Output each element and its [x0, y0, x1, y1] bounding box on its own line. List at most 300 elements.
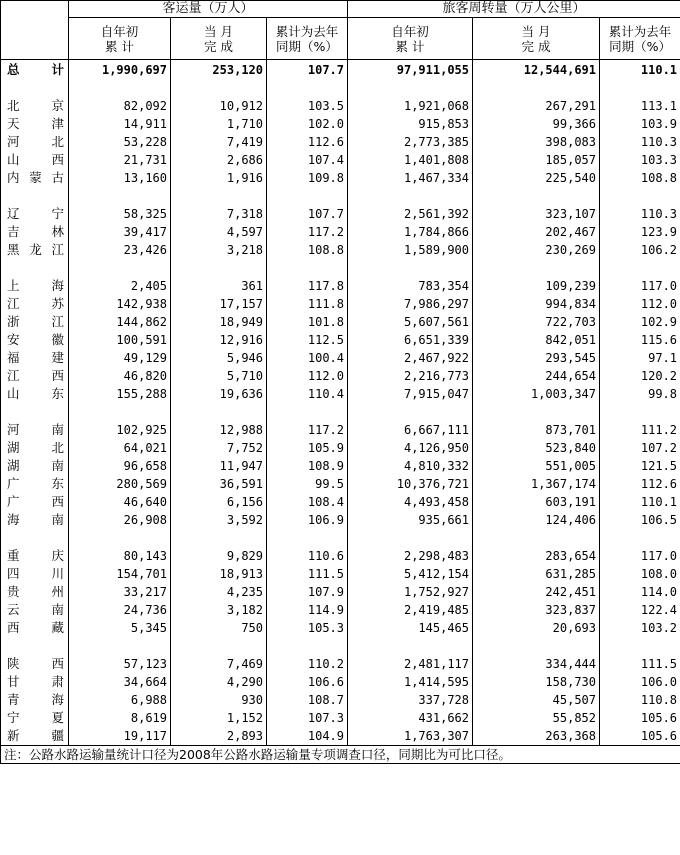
table-cell: 117.2 — [267, 223, 348, 241]
table-cell: 3,592 — [171, 511, 267, 529]
table-cell: 4,493,458 — [348, 493, 473, 511]
table-cell: 145,465 — [348, 619, 473, 637]
table-cell: 80,143 — [69, 547, 171, 565]
spacer-cell — [171, 187, 267, 205]
table-cell: 431,662 — [348, 709, 473, 727]
table-cell: 117.8 — [267, 277, 348, 295]
table-cell: 64,021 — [69, 439, 171, 457]
col-header-ytd: 自年初 累 计 — [348, 18, 473, 60]
table-cell: 4,126,950 — [348, 439, 473, 457]
table-cell: 111.5 — [267, 565, 348, 583]
footnote: 注：公路水路运输量统计口径为2008年公路水路运输量专项调查口径，同期比为可比口径。 — [1, 746, 680, 764]
table-cell: 100.4 — [267, 349, 348, 367]
table-cell: 230,269 — [473, 241, 600, 259]
table-row — [1, 691, 680, 709]
table-cell: 24,736 — [69, 601, 171, 619]
table-cell: 124,406 — [473, 511, 600, 529]
province-name: 湖南 — [7, 458, 64, 473]
table-cell: 1,467,334 — [348, 169, 473, 187]
table-cell: 114.0 — [600, 583, 680, 601]
table-cell: 158,730 — [473, 673, 600, 691]
table-cell: 33,217 — [69, 583, 171, 601]
table-cell: 283,654 — [473, 547, 600, 565]
table-cell: 21,731 — [69, 151, 171, 169]
table-cell: 17,157 — [171, 295, 267, 313]
table-cell: 97.1 — [600, 349, 680, 367]
spacer-cell — [600, 187, 680, 205]
passenger-volume-group-header: 客运量（万人） — [69, 1, 348, 18]
province-name: 青海 — [7, 692, 64, 707]
row-label-header — [1, 1, 69, 60]
province-name: 江西 — [7, 368, 64, 383]
province-name: 黑龙江 — [7, 242, 64, 257]
province-name: 广东 — [7, 476, 64, 491]
table-cell: 99.5 — [267, 475, 348, 493]
table-cell: 46,640 — [69, 493, 171, 511]
table-cell: 112.0 — [267, 367, 348, 385]
table-cell: 18,913 — [171, 565, 267, 583]
table-row — [1, 313, 680, 331]
table-cell: 105.3 — [267, 619, 348, 637]
table-cell: 7,986,297 — [348, 295, 473, 313]
table-cell: 103.9 — [600, 115, 680, 133]
table-cell: 107.4 — [267, 151, 348, 169]
spacer-cell — [1, 79, 69, 97]
table-cell: 783,354 — [348, 277, 473, 295]
table-cell: 53,228 — [69, 133, 171, 151]
spacer-cell — [1, 403, 69, 421]
table-cell: 7,318 — [171, 205, 267, 223]
table-cell: 13,160 — [69, 169, 171, 187]
spacer-cell — [600, 637, 680, 655]
spacer-cell — [69, 637, 171, 655]
total-cell: 12,544,691 — [473, 60, 600, 80]
table-row — [1, 331, 680, 349]
table-row — [1, 619, 680, 637]
table-cell: 2,686 — [171, 151, 267, 169]
province-name: 重庆 — [7, 548, 64, 563]
province-name: 山东 — [7, 386, 64, 401]
spacer-row — [1, 187, 680, 205]
table-row — [1, 115, 680, 133]
table-cell: 6,667,111 — [348, 421, 473, 439]
total-row — [1, 60, 680, 80]
col-header-month: 当 月 完 成 — [473, 18, 600, 60]
table-cell: 337,728 — [348, 691, 473, 709]
table-cell: 36,591 — [171, 475, 267, 493]
table-cell: 1,003,347 — [473, 385, 600, 403]
table-cell: 7,419 — [171, 133, 267, 151]
table-cell: 10,376,721 — [348, 475, 473, 493]
total-label: 总 计 — [1, 60, 69, 80]
table-cell: 111.5 — [600, 655, 680, 673]
table-cell: 3,182 — [171, 601, 267, 619]
table-cell: 26,908 — [69, 511, 171, 529]
table-cell: 108.7 — [267, 691, 348, 709]
table-cell: 334,444 — [473, 655, 600, 673]
table-cell: 112.6 — [267, 133, 348, 151]
spacer-cell — [267, 529, 348, 547]
table-cell: 117.0 — [600, 547, 680, 565]
total-cell: 110.1 — [600, 60, 680, 80]
table-cell: 117.2 — [267, 421, 348, 439]
table-row — [1, 385, 680, 403]
table-row — [1, 673, 680, 691]
table-row — [1, 421, 680, 439]
province-name: 湖北 — [7, 440, 64, 455]
spacer-row — [1, 529, 680, 547]
total-cell: 107.7 — [267, 60, 348, 80]
table-cell: 110.1 — [600, 493, 680, 511]
table-cell: 361 — [171, 277, 267, 295]
table-row — [1, 367, 680, 385]
table-row — [1, 349, 680, 367]
province-name: 甘肃 — [7, 674, 64, 689]
table-row — [1, 223, 680, 241]
table-cell: 6,651,339 — [348, 331, 473, 349]
table-cell: 842,051 — [473, 331, 600, 349]
table-cell: 121.5 — [600, 457, 680, 475]
table-cell: 103.3 — [600, 151, 680, 169]
table-cell: 2,773,385 — [348, 133, 473, 151]
table-cell: 102.9 — [600, 313, 680, 331]
table-cell: 398,083 — [473, 133, 600, 151]
spacer-cell — [1, 187, 69, 205]
table-cell: 154,701 — [69, 565, 171, 583]
spacer-cell — [473, 187, 600, 205]
table-cell: 103.5 — [267, 97, 348, 115]
table-cell: 4,810,332 — [348, 457, 473, 475]
province-name: 河南 — [7, 422, 64, 437]
table-cell: 108.8 — [267, 241, 348, 259]
table-cell: 99,366 — [473, 115, 600, 133]
table-cell: 225,540 — [473, 169, 600, 187]
table-row — [1, 277, 680, 295]
table-cell: 100,591 — [69, 331, 171, 349]
table-cell: 323,837 — [473, 601, 600, 619]
province-name: 福建 — [7, 350, 64, 365]
total-cell: 253,120 — [171, 60, 267, 80]
table-cell: 4,290 — [171, 673, 267, 691]
spacer-cell — [171, 79, 267, 97]
table-cell: 107.3 — [267, 709, 348, 727]
table-cell: 102,925 — [69, 421, 171, 439]
table-cell: 3,218 — [171, 241, 267, 259]
spacer-cell — [171, 637, 267, 655]
table-cell: 202,467 — [473, 223, 600, 241]
province-name: 内蒙古 — [7, 170, 64, 185]
table-cell: 603,191 — [473, 493, 600, 511]
table-cell: 105.6 — [600, 709, 680, 727]
table-cell: 873,701 — [473, 421, 600, 439]
spacer-cell — [267, 187, 348, 205]
table-cell: 523,840 — [473, 439, 600, 457]
table-cell: 101.8 — [267, 313, 348, 331]
passenger-turnover-group-header: 旅客周转量（万人公里） — [348, 1, 680, 18]
table-cell: 1,784,866 — [348, 223, 473, 241]
table-cell: 46,820 — [69, 367, 171, 385]
table-cell: 1,752,927 — [348, 583, 473, 601]
table-row — [1, 241, 680, 259]
table-cell: 123.9 — [600, 223, 680, 241]
total-cell: 1,990,697 — [69, 60, 171, 80]
spacer-cell — [348, 259, 473, 277]
table-cell: 5,946 — [171, 349, 267, 367]
table-cell: 18,949 — [171, 313, 267, 331]
table-cell: 631,285 — [473, 565, 600, 583]
spacer-cell — [267, 637, 348, 655]
table-row — [1, 151, 680, 169]
table-cell: 7,752 — [171, 439, 267, 457]
province-name: 河北 — [7, 134, 64, 149]
table-cell: 117.0 — [600, 277, 680, 295]
table-cell: 2,467,922 — [348, 349, 473, 367]
table-cell: 109.8 — [267, 169, 348, 187]
table-cell: 23,426 — [69, 241, 171, 259]
col-header-month: 当 月 完 成 — [171, 18, 267, 60]
table-cell: 107.2 — [600, 439, 680, 457]
spacer-cell — [600, 79, 680, 97]
spacer-cell — [69, 79, 171, 97]
col-header-pct: 累计为去年 同期（%） — [267, 18, 348, 60]
table-cell: 4,597 — [171, 223, 267, 241]
table-cell: 4,235 — [171, 583, 267, 601]
table-cell: 185,057 — [473, 151, 600, 169]
spacer-cell — [69, 529, 171, 547]
table-cell: 57,123 — [69, 655, 171, 673]
table-row — [1, 493, 680, 511]
spacer-cell — [473, 79, 600, 97]
table-cell: 1,589,900 — [348, 241, 473, 259]
table-cell: 110.3 — [600, 133, 680, 151]
spacer-cell — [267, 79, 348, 97]
table-row — [1, 709, 680, 727]
spacer-cell — [1, 529, 69, 547]
table-row — [1, 511, 680, 529]
table-row — [1, 547, 680, 565]
table-cell: 114.9 — [267, 601, 348, 619]
table-cell: 1,401,808 — [348, 151, 473, 169]
table-cell: 5,345 — [69, 619, 171, 637]
table-cell: 99.8 — [600, 385, 680, 403]
table-cell: 113.1 — [600, 97, 680, 115]
table-cell: 2,893 — [171, 727, 267, 746]
table-cell: 122.4 — [600, 601, 680, 619]
spacer-cell — [600, 529, 680, 547]
table-row — [1, 601, 680, 619]
table-row — [1, 475, 680, 493]
table-cell: 2,298,483 — [348, 547, 473, 565]
table-cell: 7,915,047 — [348, 385, 473, 403]
table-cell: 19,636 — [171, 385, 267, 403]
table-cell: 107.9 — [267, 583, 348, 601]
table-cell: 102.0 — [267, 115, 348, 133]
table-cell: 2,419,485 — [348, 601, 473, 619]
table-cell: 110.6 — [267, 547, 348, 565]
province-name: 云南 — [7, 602, 64, 617]
table-cell: 105.6 — [600, 727, 680, 746]
table-cell: 106.0 — [600, 673, 680, 691]
table-cell: 103.2 — [600, 619, 680, 637]
province-name: 海南 — [7, 512, 64, 527]
table-cell: 12,988 — [171, 421, 267, 439]
table-cell: 96,658 — [69, 457, 171, 475]
table-cell: 106.9 — [267, 511, 348, 529]
table-cell: 9,829 — [171, 547, 267, 565]
table-cell: 293,545 — [473, 349, 600, 367]
table-cell: 49,129 — [69, 349, 171, 367]
table-cell: 19,117 — [69, 727, 171, 746]
table-row — [1, 457, 680, 475]
province-name: 安徽 — [7, 332, 64, 347]
spacer-cell — [600, 403, 680, 421]
table-cell: 108.0 — [600, 565, 680, 583]
table-cell: 7,469 — [171, 655, 267, 673]
table-cell: 935,661 — [348, 511, 473, 529]
table-cell: 110.2 — [267, 655, 348, 673]
table-cell: 110.4 — [267, 385, 348, 403]
table-cell: 11,947 — [171, 457, 267, 475]
table-cell: 242,451 — [473, 583, 600, 601]
spacer-cell — [473, 637, 600, 655]
table-cell: 323,107 — [473, 205, 600, 223]
table-row — [1, 97, 680, 115]
table-cell: 6,988 — [69, 691, 171, 709]
spacer-row — [1, 637, 680, 655]
province-name: 四川 — [7, 566, 64, 581]
spacer-cell — [1, 259, 69, 277]
province-name: 西藏 — [7, 620, 64, 635]
table-cell: 5,412,154 — [348, 565, 473, 583]
table-cell: 280,569 — [69, 475, 171, 493]
table-cell: 112.6 — [600, 475, 680, 493]
table-cell: 1,367,174 — [473, 475, 600, 493]
province-name: 山西 — [7, 152, 64, 167]
table-row — [1, 169, 680, 187]
table-cell: 110.3 — [600, 205, 680, 223]
table-row — [1, 565, 680, 583]
table-cell: 244,654 — [473, 367, 600, 385]
spacer-cell — [69, 403, 171, 421]
table-row — [1, 133, 680, 151]
table-cell: 108.4 — [267, 493, 348, 511]
province-name: 浙江 — [7, 314, 64, 329]
table-cell: 1,152 — [171, 709, 267, 727]
table-cell: 112.0 — [600, 295, 680, 313]
table-cell: 58,325 — [69, 205, 171, 223]
col-header-ytd: 自年初 累 计 — [69, 18, 171, 60]
table-cell: 2,405 — [69, 277, 171, 295]
table-cell: 267,291 — [473, 97, 600, 115]
spacer-cell — [348, 79, 473, 97]
table-cell: 142,938 — [69, 295, 171, 313]
province-name: 上海 — [7, 278, 64, 293]
table-row — [1, 655, 680, 673]
table-cell: 1,414,595 — [348, 673, 473, 691]
spacer-cell — [171, 529, 267, 547]
table-row — [1, 205, 680, 223]
spacer-cell — [267, 259, 348, 277]
table-cell: 55,852 — [473, 709, 600, 727]
spacer-cell — [171, 403, 267, 421]
table-cell: 82,092 — [69, 97, 171, 115]
table-cell: 108.9 — [267, 457, 348, 475]
table-row — [1, 295, 680, 313]
table-cell: 930 — [171, 691, 267, 709]
table-cell: 104.9 — [267, 727, 348, 746]
table-cell: 10,912 — [171, 97, 267, 115]
spacer-row — [1, 259, 680, 277]
province-name: 北京 — [7, 98, 64, 113]
spacer-cell — [473, 403, 600, 421]
table-cell: 105.9 — [267, 439, 348, 457]
table-cell: 108.8 — [600, 169, 680, 187]
table-cell: 106.6 — [267, 673, 348, 691]
table-cell: 111.2 — [600, 421, 680, 439]
spacer-cell — [69, 259, 171, 277]
table-cell: 111.8 — [267, 295, 348, 313]
total-cell: 97,911,055 — [348, 60, 473, 80]
table-cell: 5,710 — [171, 367, 267, 385]
province-name: 广西 — [7, 494, 64, 509]
table-cell: 120.2 — [600, 367, 680, 385]
table-cell: 112.5 — [267, 331, 348, 349]
table-cell: 750 — [171, 619, 267, 637]
province-name: 陕西 — [7, 656, 64, 671]
province-name: 宁夏 — [7, 710, 64, 725]
table-cell: 8,619 — [69, 709, 171, 727]
table-cell: 2,481,117 — [348, 655, 473, 673]
table-cell: 107.7 — [267, 205, 348, 223]
province-name: 江苏 — [7, 296, 64, 311]
table-cell: 994,834 — [473, 295, 600, 313]
table-cell: 2,561,392 — [348, 205, 473, 223]
spacer-cell — [267, 403, 348, 421]
table-cell: 2,216,773 — [348, 367, 473, 385]
spacer-cell — [600, 259, 680, 277]
table-cell: 155,288 — [69, 385, 171, 403]
table-cell: 144,862 — [69, 313, 171, 331]
table-cell: 1,916 — [171, 169, 267, 187]
table-cell: 551,005 — [473, 457, 600, 475]
table-cell: 109,239 — [473, 277, 600, 295]
spacer-cell — [348, 637, 473, 655]
table-row — [1, 727, 680, 746]
province-name: 贵州 — [7, 584, 64, 599]
spacer-cell — [348, 403, 473, 421]
spacer-cell — [348, 529, 473, 547]
table-cell: 45,507 — [473, 691, 600, 709]
spacer-cell — [348, 187, 473, 205]
table-cell: 20,693 — [473, 619, 600, 637]
province-name: 吉林 — [7, 224, 64, 239]
footnote-row — [1, 746, 680, 764]
spacer-cell — [69, 187, 171, 205]
table-cell: 106.2 — [600, 241, 680, 259]
table-cell: 110.8 — [600, 691, 680, 709]
table-cell: 34,664 — [69, 673, 171, 691]
table-cell: 14,911 — [69, 115, 171, 133]
spacer-row — [1, 79, 680, 97]
table-cell: 1,921,068 — [348, 97, 473, 115]
table-cell: 5,607,561 — [348, 313, 473, 331]
table-cell: 915,853 — [348, 115, 473, 133]
province-name: 天津 — [7, 116, 64, 131]
table-row — [1, 583, 680, 601]
table-cell: 6,156 — [171, 493, 267, 511]
spacer-cell — [171, 259, 267, 277]
table-cell: 115.6 — [600, 331, 680, 349]
